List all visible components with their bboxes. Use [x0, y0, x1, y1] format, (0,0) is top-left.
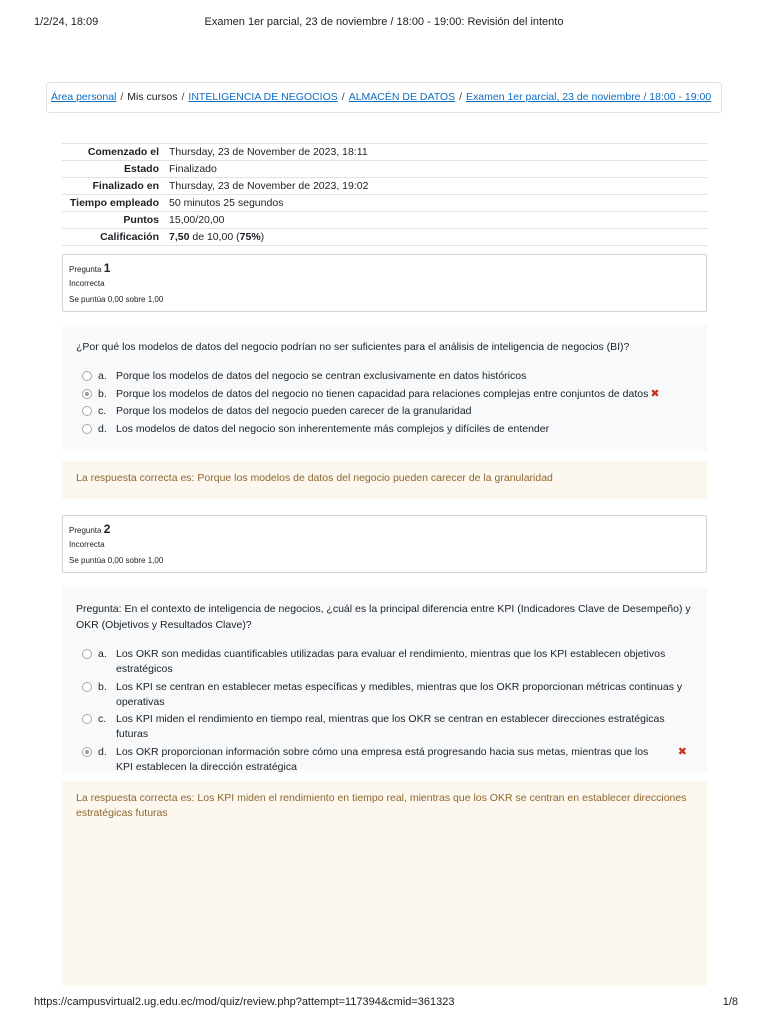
summary-row-state	[62, 161, 708, 178]
question-text: ¿Por qué los modelos de datos del negocio podrían no ser suficientes para el análisis de inteligencia de negocios (BI)?	[76, 341, 630, 353]
grade-of: de 10,00 (	[192, 231, 240, 243]
answer-option-d[interactable]	[76, 745, 693, 775]
answer-text: Los KPI se centran en establecer metas específicas y medibles, mientras que los OKR proporcionan métricas continuas y operativas	[116, 680, 683, 708]
attempt-summary-table	[62, 143, 708, 246]
answer-letter: d.	[98, 422, 107, 435]
answer-option-c[interactable]	[76, 712, 693, 742]
question-1-content	[62, 325, 707, 451]
summary-label: Estado	[123, 163, 159, 175]
answer-letter: a.	[98, 648, 107, 660]
answer-letter: b.	[98, 680, 107, 693]
radio-button[interactable]	[82, 424, 92, 434]
print-header	[0, 16, 768, 32]
answer-letter: a.	[98, 370, 107, 382]
summary-row-time	[62, 195, 708, 212]
breadcrumb-separator: /	[459, 91, 463, 103]
answer-option-b[interactable]	[76, 387, 693, 402]
answer-letter: c.	[98, 405, 107, 417]
print-datetime: 1/2/24, 18:09	[34, 16, 99, 28]
radio-button[interactable]	[82, 371, 92, 381]
grade-close: )	[260, 231, 265, 243]
summary-label: Calificación	[100, 231, 159, 243]
breadcrumb-separator: /	[181, 91, 185, 103]
breadcrumb-my-courses: Mis cursos	[127, 91, 178, 103]
breadcrumb-course-link[interactable]: INTELIGENCIA DE NEGOCIOS	[188, 91, 338, 103]
breadcrumb-quiz-link[interactable]: Examen 1er parcial, 23 de noviembre / 18:00 - 19:00	[466, 91, 712, 103]
page-number: 1/8	[722, 996, 738, 1008]
radio-button[interactable]	[82, 714, 92, 724]
summary-label: Comenzado el	[87, 146, 159, 158]
breadcrumb	[46, 82, 722, 113]
question-2-content	[62, 587, 707, 773]
summary-row-started	[62, 144, 708, 161]
summary-value: 15,00/20,00	[169, 214, 225, 226]
question-grade: Se puntúa 0,00 sobre 1,00	[69, 556, 164, 565]
answer-option-d[interactable]	[76, 422, 693, 437]
summary-value: 50 minutos 25 segundos	[169, 197, 284, 209]
question-2-info	[62, 515, 707, 573]
incorrect-icon: ✖	[650, 387, 660, 400]
answer-list	[76, 647, 693, 775]
answer-letter: c.	[98, 713, 107, 725]
answer-text: Los modelos de datos del negocio son inherentemente más complejos y difíciles de entender	[116, 422, 550, 435]
grade-percent: 75%	[239, 231, 261, 243]
answer-letter: d.	[98, 745, 107, 758]
page-url: https://campusvirtual2.ug.edu.ec/mod/quiz/review.php?attempt=117394&cmid=361323	[34, 996, 455, 1008]
question-1-feedback: La respuesta correcta es: Porque los modelos de datos del negocio pueden carecer de la granularidad	[62, 461, 707, 499]
summary-label: Tiempo empleado	[69, 197, 159, 209]
summary-row-grade	[62, 229, 708, 246]
question-state: Incorrecta	[69, 279, 105, 288]
summary-value: Thursday, 23 de November de 2023, 18:11	[169, 146, 368, 158]
print-title: Examen 1er parcial, 23 de noviembre / 18:00 - 19:00: Revisión del intento	[204, 16, 564, 28]
breadcrumb-home-link[interactable]: Área personal	[51, 91, 117, 103]
summary-value	[165, 229, 708, 246]
answer-list	[76, 369, 693, 437]
answer-text: Los OKR proporcionan información sobre cómo una empresa está progresando hacia sus metas, mientras que los KPI establecen la dirección estratégica	[116, 745, 649, 773]
breadcrumb-section-link[interactable]: ALMACÉN DE DATOS	[348, 91, 456, 103]
answer-text: Los KPI miden el rendimiento en tiempo real, mientras que los OKR se centran en establecer direcciones estratégicas futuras	[116, 713, 665, 740]
question-1-info	[62, 254, 707, 312]
radio-button-selected[interactable]	[82, 389, 92, 399]
summary-label: Finalizado en	[92, 180, 159, 192]
question-text: Pregunta: En el contexto de inteligencia de negocios, ¿cuál es la principal diferencia entre KPI (Indicadores Clave de Desempeño) y OKR (Objetivos y Resultados Clave)?	[76, 603, 691, 631]
breadcrumb-separator: /	[341, 91, 345, 103]
summary-value: Thursday, 23 de November de 2023, 19:02	[169, 180, 369, 192]
summary-row-points	[62, 212, 708, 229]
summary-row-completed	[62, 178, 708, 195]
answer-option-a[interactable]	[76, 369, 693, 384]
answer-text: Porque los modelos de datos del negocio pueden carecer de la granularidad	[116, 405, 472, 417]
radio-button[interactable]	[82, 682, 92, 692]
summary-label: Puntos	[123, 214, 159, 226]
question-number: Pregunta 1	[69, 261, 111, 275]
answer-option-b[interactable]	[76, 680, 693, 710]
incorrect-icon: ✖	[677, 745, 687, 758]
radio-button[interactable]	[82, 406, 92, 416]
answer-text: Los OKR son medidas cuantificables utilizadas para evaluar el rendimiento, mientras que los KPI establecen objetivos estratégicos	[116, 648, 666, 675]
summary-value: Finalizado	[169, 163, 217, 175]
radio-button[interactable]	[82, 649, 92, 659]
answer-option-a[interactable]	[76, 647, 693, 677]
grade-score: 7,50	[169, 231, 190, 243]
answer-letter: b.	[98, 387, 107, 400]
breadcrumb-separator: /	[120, 91, 124, 103]
question-state: Incorrecta	[69, 540, 105, 549]
question-2-feedback: La respuesta correcta es: Los KPI miden el rendimiento en tiempo real, mientras que los OKR se centran en establecer direcciones estratégicas futuras	[62, 781, 707, 986]
answer-option-c[interactable]	[76, 404, 693, 419]
answer-text: Porque los modelos de datos del negocio se centran exclusivamente en datos históricos	[116, 370, 527, 382]
question-grade: Se puntúa 0,00 sobre 1,00	[69, 295, 164, 304]
question-number: Pregunta 2	[69, 522, 111, 536]
answer-text: Porque los modelos de datos del negocio no tienen capacidad para relaciones complejas entre conjuntos de datos	[116, 387, 649, 400]
radio-button-selected[interactable]	[82, 747, 92, 757]
